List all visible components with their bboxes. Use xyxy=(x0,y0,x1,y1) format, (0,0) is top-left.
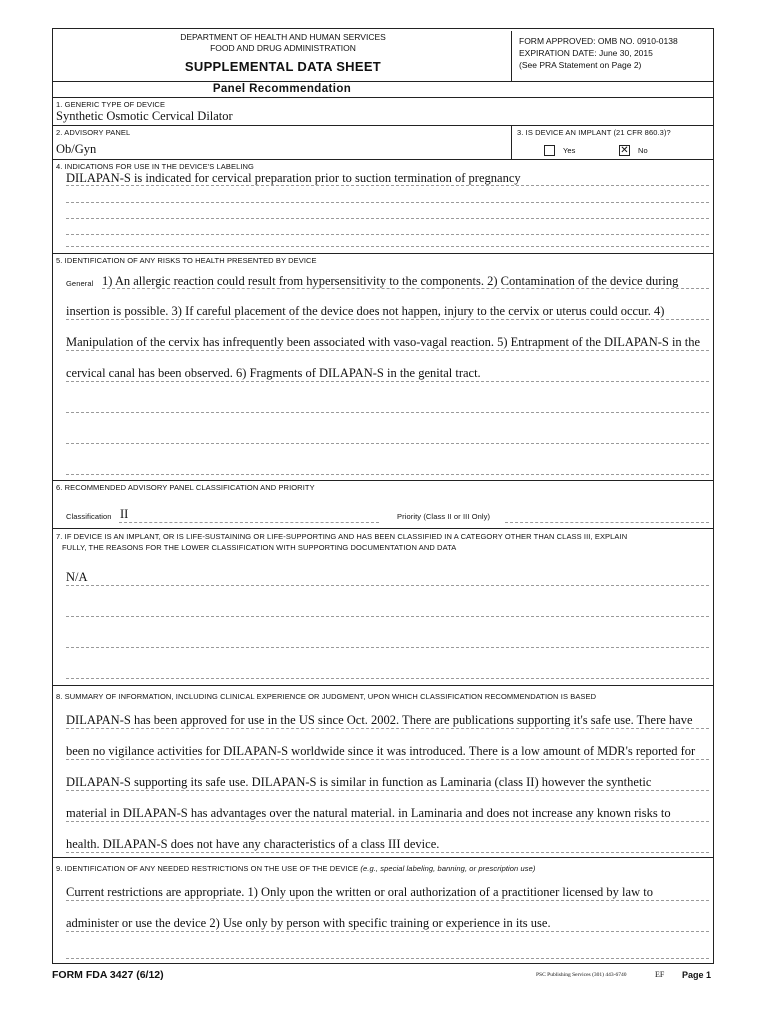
s3-label: 3. IS DEVICE AN IMPLANT (21 CFR 860.3)? xyxy=(517,128,671,137)
general-label: General xyxy=(66,279,94,288)
pra-note: (See PRA Statement on Page 2) xyxy=(519,60,642,70)
s6-label: 6. RECOMMENDED ADVISORY PANEL CLASSIFICATION AND PRIORITY xyxy=(56,483,315,492)
s5-label: 5. IDENTIFICATION OF ANY RISKS TO HEALTH PRESENTED BY DEVICE xyxy=(56,256,317,265)
dept-line-2: FOOD AND DRUG ADMINISTRATION xyxy=(210,43,356,53)
header-divider xyxy=(511,31,512,81)
indications-line-1[interactable]: DILAPAN-S is indicated for cervical preparation prior to suction termination of pregnancy xyxy=(66,171,521,185)
form-title: SUPPLEMENTAL DATA SHEET xyxy=(184,59,382,74)
implant-yes-label: Yes xyxy=(563,146,576,155)
s1-label: 1. GENERIC TYPE OF DEVICE xyxy=(56,100,166,109)
s9-label-text: 9. IDENTIFICATION OF ANY NEEDED RESTRICTIONS ON THE USE OF THE DEVICE xyxy=(56,864,359,873)
s8-label: 8. SUMMARY OF INFORMATION, INCLUDING CLINICAL EXPERIENCE OR JUDGMENT, UPON WHICH CLASSIFICATION RECOMMENDATION IS BASED xyxy=(56,692,597,701)
advisory-panel-field[interactable]: Ob/Gyn xyxy=(56,142,97,156)
generic-type-field[interactable]: Synthetic Osmotic Cervical Dilator xyxy=(56,109,233,123)
omb-number: FORM APPROVED: OMB NO. 0910-0138 xyxy=(519,36,678,46)
page-number: Page 1 xyxy=(682,970,712,980)
s7-label-line-1: 7. IF DEVICE IS AN IMPLANT, OR IS LIFE-SUSTAINING OR LIFE-SUPPORTING AND HAS BEEN CLASSIFIED IN A CATEGORY OTHER THAN CLASS III, EXPLAIN xyxy=(56,532,628,541)
panel-recommendation-heading: Panel Recommendation xyxy=(212,83,352,95)
s2-label: 2. ADVISORY PANEL xyxy=(56,128,131,137)
summary-line-3[interactable]: DILAPAN-S supporting its safe use. DILAPAN-S is similar in function as Laminaria (class II) however the synthetic xyxy=(66,775,652,789)
summary-line-5[interactable]: health. DILAPAN-S does not have any characteristics of a class III device. xyxy=(66,837,440,851)
priority-label: Priority (Class II or III Only) xyxy=(397,512,491,521)
risks-line-4[interactable]: cervical canal has been observed. 6) Fragments of DILAPAN-S in the genital tract. xyxy=(66,366,481,380)
risks-line-2[interactable]: insertion is possible. 3) If careful placement of the device does not happen, injury to the cervix or uterus could occur. 4) xyxy=(66,304,665,318)
risks-line-1[interactable]: 1) An allergic reaction could result from hypersensitivity to the components. 2) Contamination of the device during xyxy=(102,274,679,288)
classification-field[interactable]: II xyxy=(120,507,129,521)
publisher-line: PSC Publishing Services (301) 443-6740 xyxy=(536,972,627,978)
s7-label-line-2: FULLY, THE REASONS FOR THE LOWER CLASSIFICATION WITH SUPPORTING DOCUMENTATION AND DATA xyxy=(62,543,457,552)
form-id: FORM FDA 3427 (6/12) xyxy=(52,969,164,981)
restrictions-line-2[interactable]: administer or use the device 2) Use only by person with specific training or experience in its use. xyxy=(66,916,551,930)
omb-block xyxy=(519,35,678,71)
s9-label xyxy=(56,864,536,873)
s4-label: 4. INDICATIONS FOR USE IN THE DEVICE'S LABELING xyxy=(56,162,254,171)
implant-no-checkbox[interactable]: ✕ xyxy=(620,145,629,156)
implant-no-label: No xyxy=(638,146,648,155)
s9-label-examples: (e.g., special labeling, banning, or prescription use) xyxy=(360,864,536,873)
expiration-date: EXPIRATION DATE: June 30, 2015 xyxy=(519,48,653,58)
fda-form xyxy=(52,28,714,964)
classification-label: Classification xyxy=(66,512,112,521)
summary-line-4[interactable]: material in DILAPAN-S has advantages over the natural material. in Laminaria and does not increase any known risks to xyxy=(66,806,671,820)
risks-line-3[interactable]: Manipulation of the cervix has infrequently been associated with vaso-vagal reaction. 5) Entrapment of the DILAPAN-S in the xyxy=(66,335,701,349)
ef-mark: EF xyxy=(655,970,665,979)
implant-yes-checkbox[interactable] xyxy=(544,145,555,156)
summary-line-2[interactable]: been no vigilance activities for DILAPAN-S worldwide since it was introduced. There is a low amount of MDR's reported for xyxy=(66,744,696,758)
dept-line-1: DEPARTMENT OF HEALTH AND HUMAN SERVICES xyxy=(180,32,386,42)
summary-line-1[interactable]: DILAPAN-S has been approved for use in the US since Oct. 2002. There are publications supporting it's safe use. There have xyxy=(66,713,693,727)
lower-classification-reason[interactable]: N/A xyxy=(66,570,88,584)
restrictions-line-1[interactable]: Current restrictions are appropriate. 1) Only upon the written or oral authorization of a practitioner licensed by law to xyxy=(66,885,653,899)
